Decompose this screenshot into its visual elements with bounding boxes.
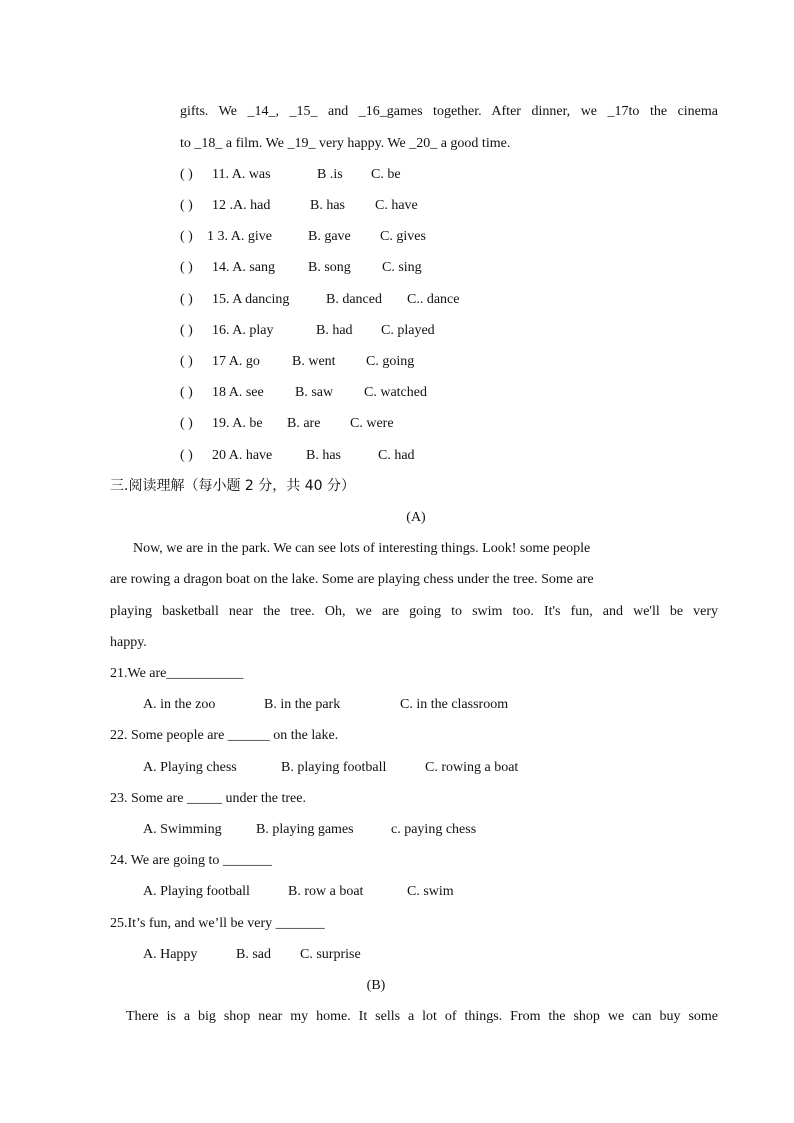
option-b[interactable]: B. sad bbox=[236, 947, 271, 962]
option-a: 14. A. sang bbox=[212, 260, 275, 275]
option-c: C.. dance bbox=[407, 292, 460, 307]
answer-bracket[interactable]: ( ) bbox=[180, 323, 193, 338]
answer-bracket[interactable]: ( ) bbox=[180, 292, 193, 307]
reading-question-25-stem: 25.It’s fun, and we’ll be very _______ bbox=[110, 916, 325, 931]
answer-bracket[interactable]: ( ) bbox=[180, 385, 193, 400]
answer-bracket[interactable]: ( ) bbox=[180, 198, 193, 213]
reading-question-24-options bbox=[143, 883, 454, 901]
option-a: 15. A dancing bbox=[212, 292, 290, 307]
option-c: C. have bbox=[375, 198, 418, 213]
cloze-question-17 bbox=[180, 353, 414, 371]
cloze-question-19 bbox=[180, 415, 394, 433]
reading-question-21-stem: 21.We are___________ bbox=[110, 666, 244, 681]
option-b[interactable]: B. row a boat bbox=[288, 884, 364, 899]
passage-a-line-4: happy. bbox=[110, 635, 147, 650]
option-b: B. saw bbox=[295, 385, 334, 400]
passage-b-label: (B) bbox=[366, 978, 386, 993]
option-c: C. be bbox=[371, 167, 401, 182]
option-c[interactable]: C. surprise bbox=[300, 947, 361, 962]
option-a: 18 A. see bbox=[212, 385, 264, 400]
cloze-question-11 bbox=[180, 166, 401, 184]
option-a: 20 A. have bbox=[212, 448, 273, 463]
reading-question-22-options bbox=[143, 759, 518, 777]
option-c: C. were bbox=[350, 416, 394, 431]
section-heading-reading: 三.阅读理解（每小题 2 分，共 40 分） bbox=[110, 478, 355, 494]
cloze-question-12 bbox=[180, 197, 418, 215]
cloze-question-13 bbox=[180, 228, 426, 246]
option-c: C. sing bbox=[382, 260, 422, 275]
answer-bracket[interactable]: ( ) bbox=[180, 229, 193, 244]
reading-question-24-stem: 24. We are going to _______ bbox=[110, 853, 272, 868]
option-a: 1 3. A. give bbox=[207, 229, 272, 244]
option-a: 19. A. be bbox=[212, 416, 263, 431]
option-a: 12 .A. had bbox=[212, 198, 271, 213]
passage-a-line-2: are rowing a dragon boat on the lake. Some are playing chess under the tree. Some are bbox=[110, 572, 594, 587]
option-b: B. has bbox=[306, 448, 341, 463]
option-b: B. had bbox=[316, 323, 353, 338]
passage-a-label: (A) bbox=[406, 510, 426, 525]
option-c: C. going bbox=[366, 354, 415, 369]
option-b: B .is bbox=[317, 167, 343, 182]
option-c[interactable]: C. swim bbox=[407, 884, 454, 899]
option-b: B. danced bbox=[326, 292, 382, 307]
option-b: B. has bbox=[310, 198, 345, 213]
option-b[interactable]: B. playing games bbox=[256, 822, 354, 837]
option-a: 17 A. go bbox=[212, 354, 260, 369]
answer-bracket[interactable]: ( ) bbox=[180, 260, 193, 275]
option-b: B. went bbox=[292, 354, 336, 369]
cloze-text-line-2: to _18_ a film. We _19_ very happy. We _20_ a good time. bbox=[180, 136, 511, 151]
option-b[interactable]: B. in the park bbox=[264, 697, 341, 712]
answer-bracket[interactable]: ( ) bbox=[180, 354, 193, 369]
option-a[interactable]: A. Happy bbox=[143, 947, 198, 962]
option-a[interactable]: A. in the zoo bbox=[143, 697, 216, 712]
option-a[interactable]: A. Playing chess bbox=[143, 760, 237, 775]
option-b: B. are bbox=[287, 416, 321, 431]
option-a: 11. A. was bbox=[212, 167, 271, 182]
option-a[interactable]: A. Playing football bbox=[143, 884, 250, 899]
reading-question-22-stem: 22. Some people are ______ on the lake. bbox=[110, 728, 339, 743]
reading-question-21-options bbox=[143, 696, 508, 714]
cloze-question-20 bbox=[180, 447, 415, 465]
cloze-question-18 bbox=[180, 384, 427, 402]
answer-bracket[interactable]: ( ) bbox=[180, 416, 193, 431]
reading-question-23-stem: 23. Some are _____ under the tree. bbox=[110, 791, 306, 806]
option-c: C. played bbox=[381, 323, 435, 338]
option-c[interactable]: c. paying chess bbox=[391, 822, 477, 837]
reading-question-23-options bbox=[143, 821, 476, 839]
passage-b-line-1: There is a big shop near my home. It sells a lot of things. From the shop we can buy some bbox=[126, 1009, 718, 1024]
option-c: C. gives bbox=[380, 229, 426, 244]
option-b: B. gave bbox=[308, 229, 351, 244]
option-c[interactable]: C. rowing a boat bbox=[425, 760, 519, 775]
cloze-question-14 bbox=[180, 259, 422, 277]
passage-a-line-3: playing basketball near the tree. Oh, we are going to swim too. It's fun, and we'll be very bbox=[110, 604, 718, 619]
option-c[interactable]: C. in the classroom bbox=[400, 697, 509, 712]
cloze-question-15 bbox=[180, 291, 459, 309]
option-b[interactable]: B. playing football bbox=[281, 760, 387, 775]
answer-bracket[interactable]: ( ) bbox=[180, 167, 193, 182]
option-c: C. had bbox=[378, 448, 415, 463]
answer-bracket[interactable]: ( ) bbox=[180, 448, 193, 463]
option-a: 16. A. play bbox=[212, 323, 274, 338]
cloze-question-16 bbox=[180, 322, 435, 340]
passage-a-line-1: Now, we are in the park. We can see lots of interesting things. Look! some people bbox=[133, 541, 591, 556]
option-a[interactable]: A. Swimming bbox=[143, 822, 222, 837]
option-b: B. song bbox=[308, 260, 351, 275]
option-c: C. watched bbox=[364, 385, 427, 400]
reading-question-25-options bbox=[143, 946, 361, 964]
cloze-text-line-1: gifts. We _14_, _15_ and _16_games together. After dinner, we _17to the cinema bbox=[180, 104, 718, 119]
